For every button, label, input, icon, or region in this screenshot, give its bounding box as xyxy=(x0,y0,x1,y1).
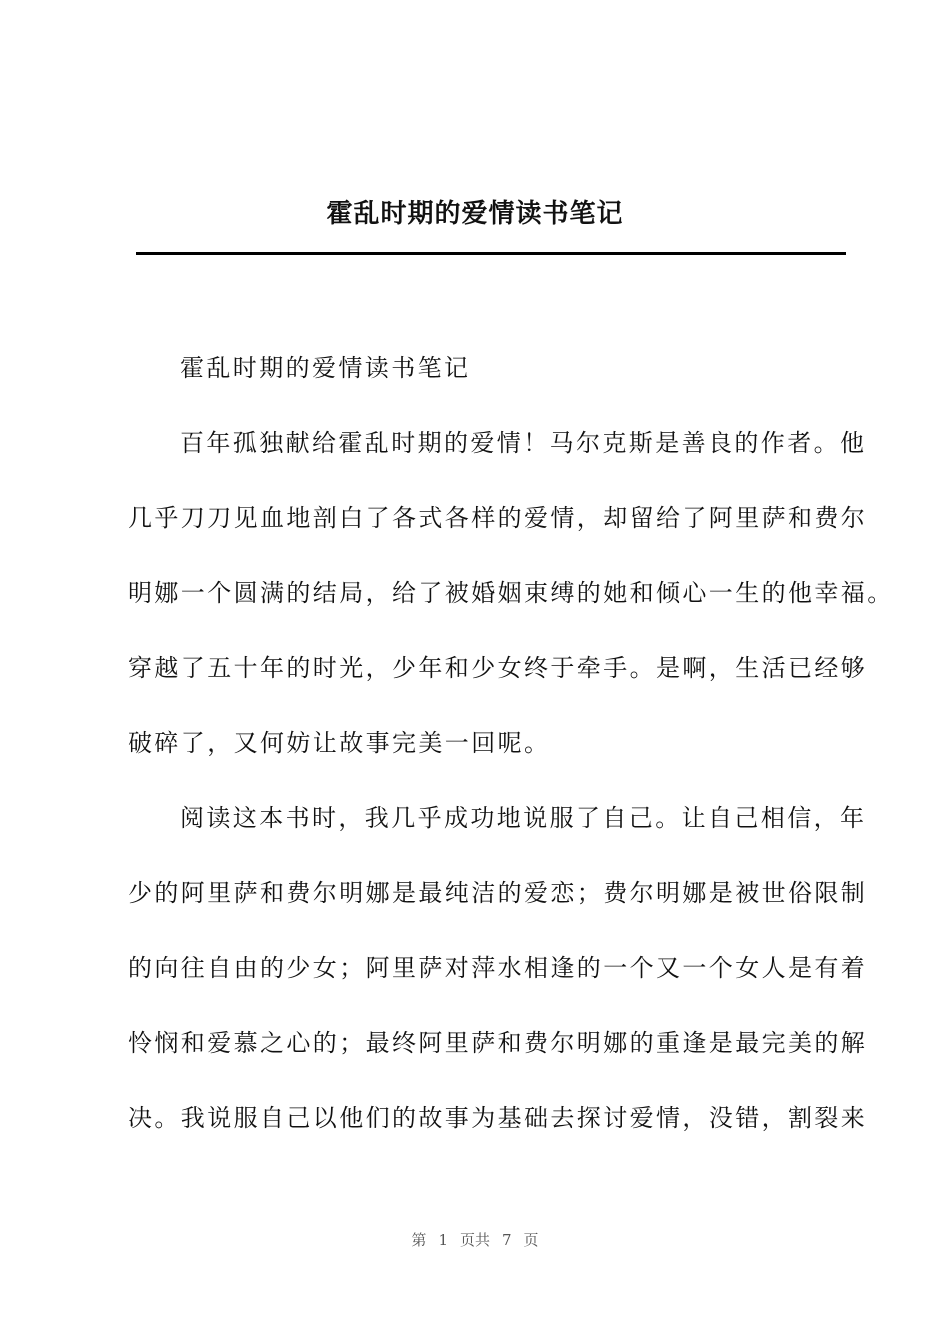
paragraph-line: 少的阿里萨和费尔明娜是最纯洁的爱恋；费尔明娜是被世俗限制 xyxy=(128,879,868,907)
page-title: 霍乱时期的爱情读书笔记 xyxy=(326,199,624,229)
page-number: 1 xyxy=(438,1231,448,1249)
paragraph-line: 破碎了，又何妨让故事完美一回呢。 xyxy=(128,729,551,757)
page-total: 7 xyxy=(502,1231,512,1249)
paragraph-line: 怜悯和爱慕之心的；最终阿里萨和费尔明娜的重逢是最完美的解 xyxy=(128,1029,868,1057)
footer-middle: 页共 xyxy=(459,1231,490,1249)
paragraph-line: 几乎刀刀见血地剖白了各式各样的爱情，却留给了阿里萨和费尔 xyxy=(128,504,868,532)
paragraph-line: 百年孤独献给霍乱时期的爱情！马尔克斯是善良的作者。他 xyxy=(180,429,867,457)
footer-suffix: 页 xyxy=(523,1231,539,1249)
page-footer xyxy=(0,1229,950,1250)
title-divider xyxy=(136,252,846,255)
footer-prefix: 第 xyxy=(411,1231,427,1249)
paragraph-line: 穿越了五十年的时光，少年和少女终于牵手。是啊，生活已经够 xyxy=(128,654,868,682)
paragraph-line: 明娜一个圆满的结局，给了被婚姻束缚的她和倾心一生的他幸福。 xyxy=(128,579,894,607)
paragraph-line: 的向往自由的少女；阿里萨对萍水相逢的一个又一个女人是有着 xyxy=(128,954,868,982)
paragraph-line: 阅读这本书时，我几乎成功地说服了自己。让自己相信，年 xyxy=(180,804,867,832)
paragraph-line: 决。我说服自己以他们的故事为基础去探讨爱情，没错，割裂来 xyxy=(128,1104,868,1132)
paragraph-line: 霍乱时期的爱情读书笔记 xyxy=(180,354,471,382)
